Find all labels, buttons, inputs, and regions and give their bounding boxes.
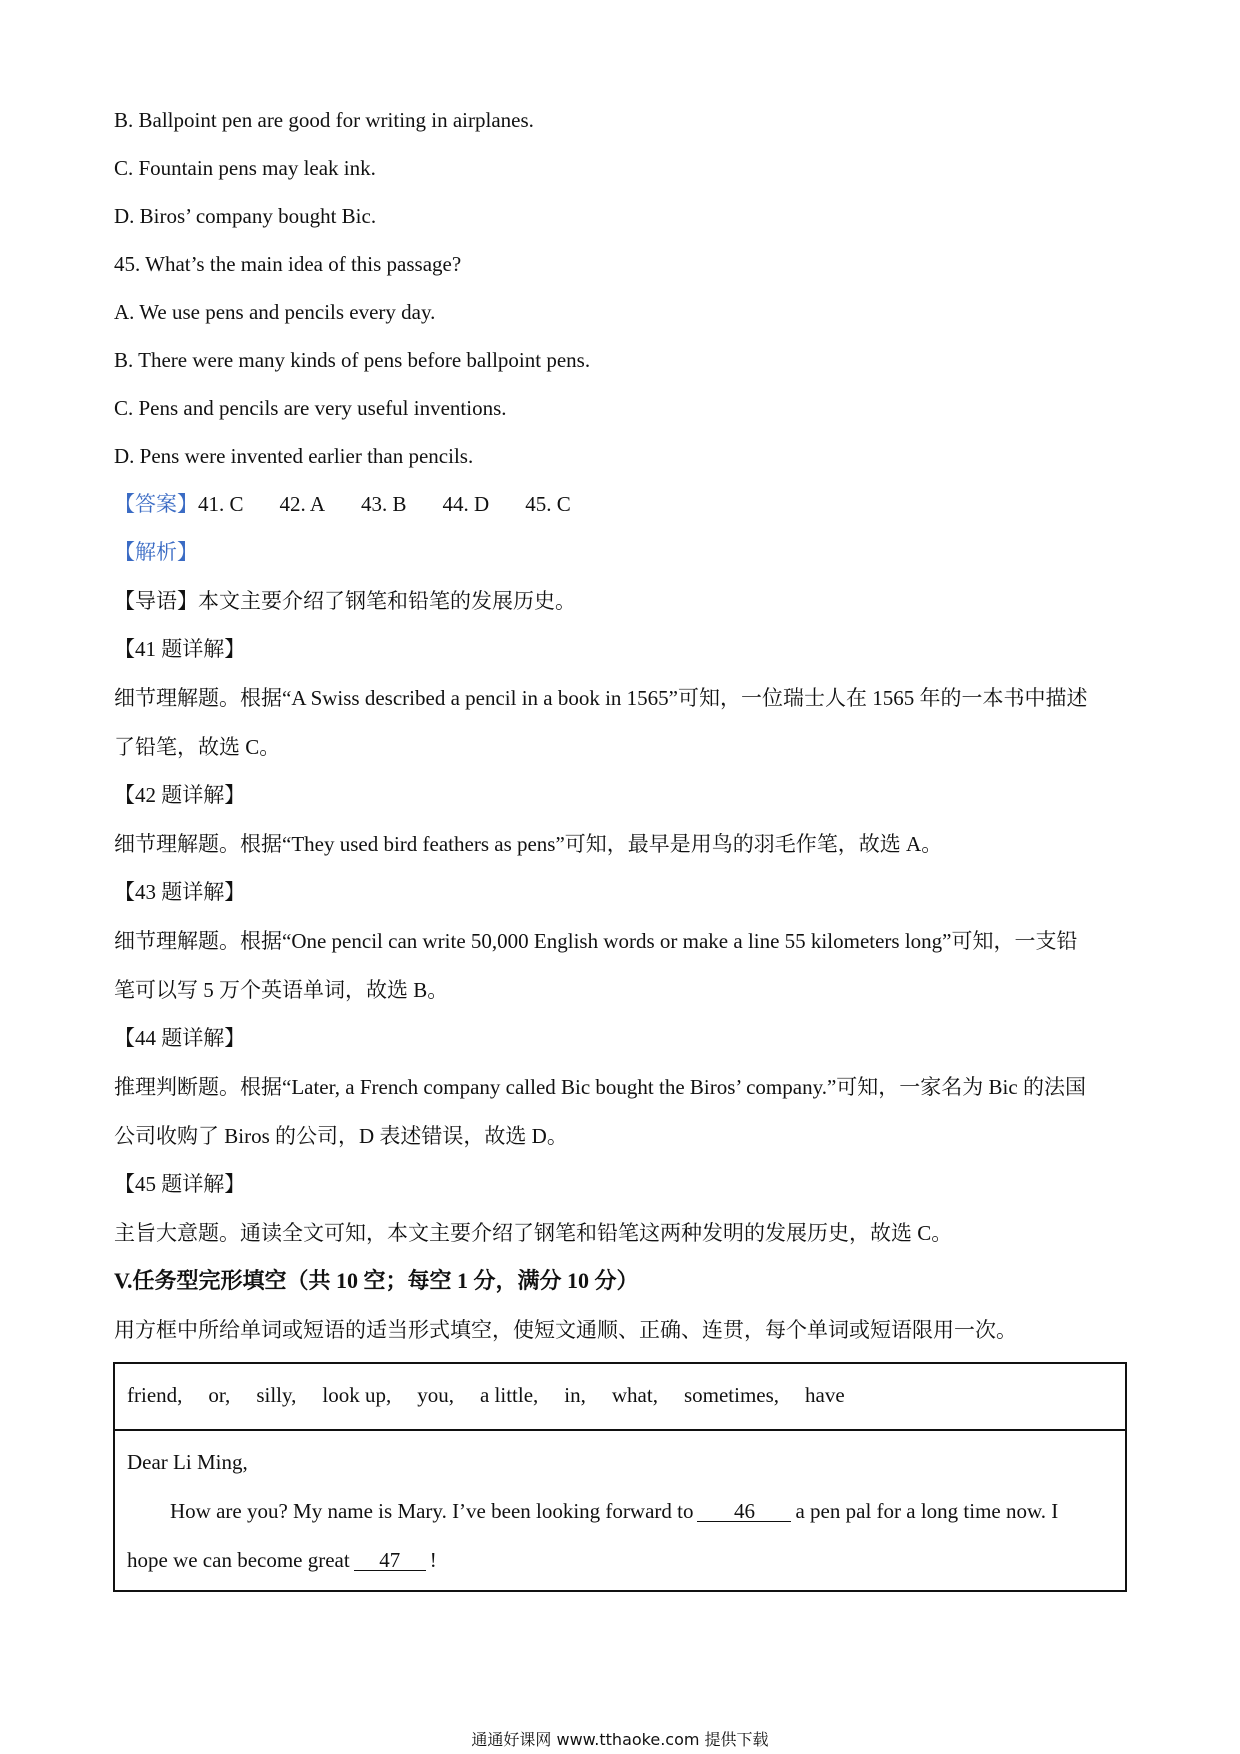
explanation-heading-45: 【45 题详解】 bbox=[114, 1172, 246, 1196]
q45-option-d: D. Pens were invented earlier than pencils. bbox=[114, 444, 474, 468]
word-bank-item: a little, bbox=[479, 1383, 539, 1407]
word-bank-item: in, bbox=[564, 1383, 586, 1407]
explanation-41-line2: 了铅笔，故选 C。 bbox=[114, 735, 281, 759]
word-bank-item: look up, bbox=[322, 1383, 392, 1407]
word-bank-item: you, bbox=[417, 1383, 454, 1407]
answer-line bbox=[114, 491, 571, 517]
explanation-heading-42: 【42 题详解】 bbox=[114, 783, 246, 807]
q44-option-b: B. Ballpoint pen are good for writing in airplanes. bbox=[114, 108, 534, 132]
explanation-42-line1: 细节理解题。根据“They used bird feathers as pens”可知，最早是用鸟的羽毛作笔，故选 A。 bbox=[114, 832, 943, 856]
cloze-box bbox=[113, 1362, 1127, 1592]
explanation-43-line2: 笔可以写 5 万个英语单词，故选 B。 bbox=[114, 978, 449, 1002]
page-footer: 通通好课网 www.tthaoke.com 提供下载 bbox=[471, 1730, 769, 1749]
word-bank bbox=[127, 1383, 845, 1408]
answer-item: 44. D bbox=[442, 492, 490, 516]
q44-option-c: C. Fountain pens may leak ink. bbox=[114, 156, 376, 180]
word-bank-item: or, bbox=[208, 1383, 231, 1407]
word-bank-item: friend, bbox=[127, 1383, 183, 1407]
answer-item: 41. C bbox=[198, 492, 244, 516]
letter-text: a pen pal for a long time now. I bbox=[795, 1499, 1059, 1523]
answer-label: 【答案】 bbox=[114, 492, 198, 516]
letter-text: hope we can become great bbox=[127, 1548, 350, 1572]
letter-line-1 bbox=[170, 1498, 1058, 1524]
box-divider bbox=[115, 1429, 1125, 1431]
word-bank-item: what, bbox=[611, 1383, 658, 1407]
letter-text: ! bbox=[429, 1548, 437, 1572]
q45-option-b: B. There were many kinds of pens before ballpoint pens. bbox=[114, 348, 591, 372]
section-instruction: 用方框中所给单词或短语的适当形式填空，使短文通顺、正确、连贯，每个单词或短语限用一次。 bbox=[114, 1318, 1017, 1342]
answer-item: 45. C bbox=[525, 492, 571, 516]
q45-question: 45. What’s the main idea of this passage? bbox=[114, 252, 462, 276]
answer-item: 43. B bbox=[361, 492, 407, 516]
explanation-45-line1: 主旨大意题。通读全文可知，本文主要介绍了钢笔和铅笔这两种发明的发展历史，故选 C。 bbox=[114, 1221, 953, 1245]
explanation-43-line1: 细节理解题。根据“One pencil can write 50,000 English words or make a line 55 kilometers long”可知，一支铅 bbox=[114, 929, 1078, 953]
section-title: V.任务型完形填空（共 10 空；每空 1 分，满分 10 分） bbox=[114, 1268, 639, 1293]
q44-option-d: D. Biros’ company bought Bic. bbox=[114, 204, 377, 228]
explanation-heading-41: 【41 题详解】 bbox=[114, 637, 246, 661]
explanation-44-line2: 公司收购了 Biros 的公司，D 表述错误，故选 D。 bbox=[114, 1124, 568, 1148]
explanation-heading-44: 【44 题详解】 bbox=[114, 1026, 246, 1050]
q45-option-a: A. We use pens and pencils every day. bbox=[114, 300, 436, 324]
letter-text: How are you? My name is Mary. I’ve been looking forward to bbox=[170, 1499, 694, 1523]
q45-option-c: C. Pens and pencils are very useful inventions. bbox=[114, 396, 507, 420]
word-bank-item: silly, bbox=[256, 1383, 297, 1407]
letter-salutation: Dear Li Ming, bbox=[127, 1450, 248, 1474]
word-bank-item: have bbox=[805, 1383, 845, 1407]
explanation-41-line1: 细节理解题。根据“A Swiss described a pencil in a book in 1565”可知，一位瑞士人在 1565 年的一本书中描述 bbox=[114, 686, 1088, 710]
word-bank-item: sometimes, bbox=[683, 1383, 780, 1407]
blank-47[interactable]: 47 bbox=[354, 1550, 426, 1571]
intro-text: 【导语】本文主要介绍了钢笔和铅笔的发展历史。 bbox=[114, 589, 576, 613]
blank-46[interactable]: 46 bbox=[697, 1501, 791, 1522]
explanation-44-line1: 推理判断题。根据“Later, a French company called Bic bought the Biros’ company.”可知，一家名为 Bic 的法国 bbox=[114, 1075, 1086, 1099]
analysis-label: 【解析】 bbox=[114, 540, 198, 564]
explanation-heading-43: 【43 题详解】 bbox=[114, 880, 246, 904]
letter-line-2 bbox=[127, 1547, 437, 1573]
answer-item: 42. A bbox=[279, 492, 326, 516]
